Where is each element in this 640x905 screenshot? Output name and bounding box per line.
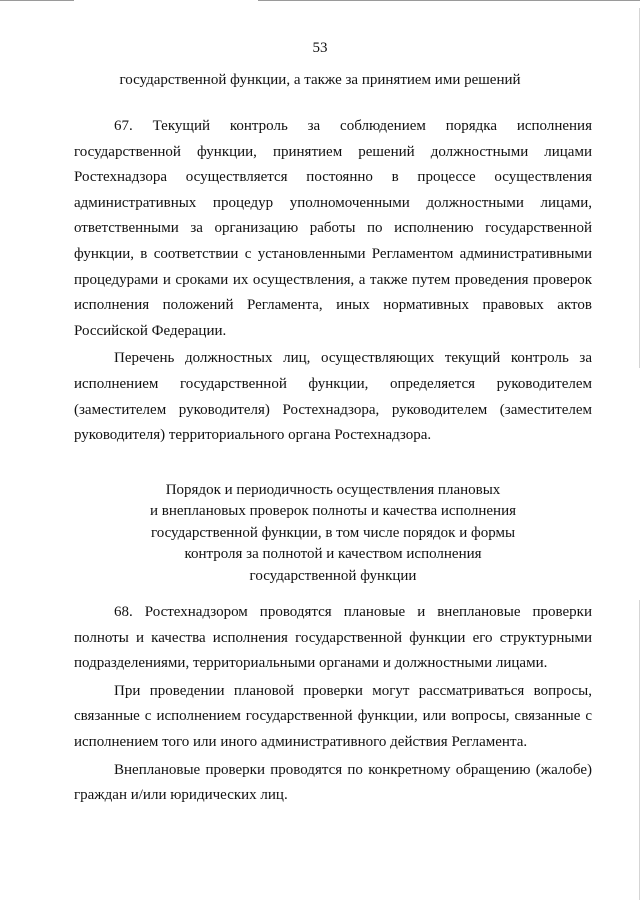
paragraph-67: 67. Текущий контроль за соблюдением порядка исполнения государственной функции, принятием решений должностными лицами Ростехнадзора осуществляется постоянно в процессе осуществления административных процедур уполномоченными должностными лицами, ответственными за организацию работы по исполнению государственной функции, в соответствии с установленными Регламентом административными процедурами и сроками их осуществления, а также путем проведения проверок исполнения положений Регламента, иных нормативных правовых актов Российской Федерации. bbox=[74, 118, 592, 339]
section-heading-line: контроля за полнотой и качеством исполнения bbox=[184, 546, 482, 563]
page-number: 53 bbox=[312, 40, 328, 56]
section-heading-line: Порядок и периодичность осуществления плановых bbox=[165, 482, 501, 498]
section-heading-line: и внеплановых проверок полноты и качества исполнения bbox=[149, 503, 516, 520]
paragraph-unplanned-inspection: Внеплановые проверки проводятся по конкретному обращению (жалобе) граждан и/или юридических лиц. bbox=[74, 761, 592, 804]
paragraph-officials-list: Перечень должностных лиц, осуществляющих текущий контроль за исполнением государственной функции, определяется руководителем (заместителем руководителя) Ростехнадзора, руководителем (заместителем руководителя) территориального органа Ростехнадзора. bbox=[74, 350, 592, 444]
section-heading-line: государственной функции bbox=[249, 567, 417, 584]
lower-text-block bbox=[74, 600, 592, 809]
scan-border-top-left bbox=[0, 0, 74, 1]
upper-text-block bbox=[74, 114, 592, 449]
section-heading bbox=[74, 480, 592, 587]
paragraph-68: 68. Ростехнадзором проводятся плановые и внеплановые проверки полноты и качества исполнения государственной функции его структурными подразделениями, территориальными органами и должностными лицами. bbox=[74, 604, 592, 672]
continuation-line: государственной функции, а также за принятием ими решений bbox=[119, 72, 521, 88]
scan-border-top-right bbox=[258, 0, 640, 1]
paragraph-planned-inspection: При проведении плановой проверки могут рассматриваться вопросы, связанные с исполнением государственной функции, или вопросы, связанные с исполнением того или иного административного действия Регламента. bbox=[74, 682, 592, 750]
section-heading-line: государственной функции, в том числе порядок и формы bbox=[150, 524, 516, 541]
